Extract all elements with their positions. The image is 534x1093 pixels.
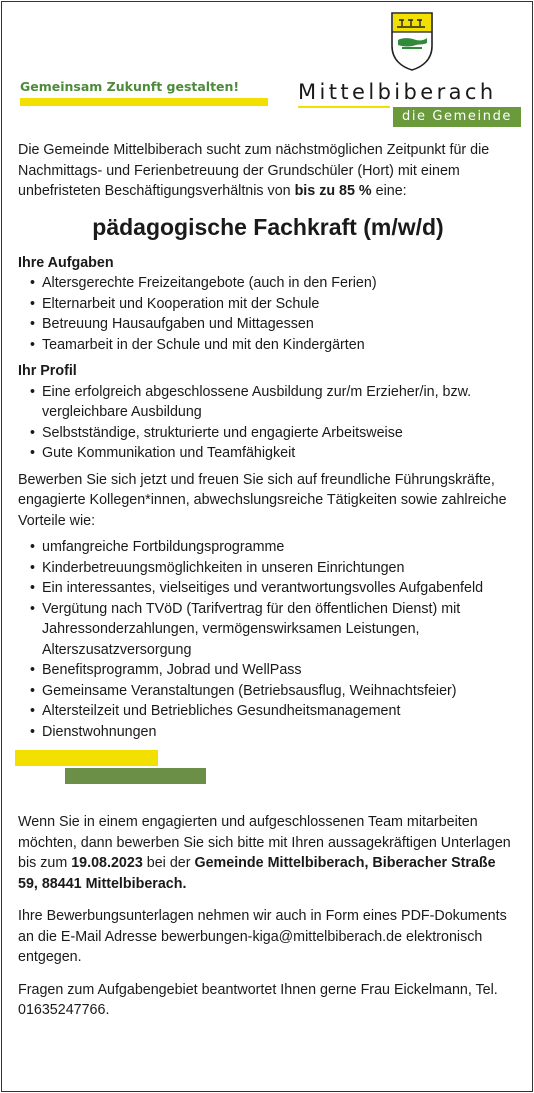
intro-paragraph [18,140,518,202]
application-paragraph [18,812,518,894]
contact-note: Fragen zum Aufgabengebiet beantwortet Ihnen gerne Frau Eickelmann, Tel. 01635247766. [18,981,498,1018]
list-item: • Dienstwohnungen [30,722,518,743]
yellow-bar [15,750,158,766]
application-text: Wenn Sie in einem engagierten und aufgeschlossenen Team mitarbeiten möchten, dann bewerben Sie sich bitte mit Ihren aussagekräftigen Unterlagen bis zum [18,814,511,871]
list-item: • Ein interessantes, vielseitiges und verantwortungsvolles Aufgabenfeld [30,578,518,599]
application-address: Gemeinde Mittelbiberach, Biberacher Straße 59, 88441 Mittelbiberach. [18,855,496,892]
list-item: • Betreuung Hausaufgaben und Mittagessen [30,314,518,335]
application-text-2: bei der [142,855,195,871]
list-item: • Eine erfolgreich abgeschlossene Ausbildung zur/m Erzieher/in, bzw. vergleichbare Ausbildung [30,382,518,423]
intro-tail: eine: [371,183,407,199]
list-item: • Altersgerechte Freizeitangebote (auch in den Ferien) [30,273,518,294]
job-title: pädagogische Fachkraft (m/w/d) [92,213,444,240]
tasks-heading: Ihre Aufgaben [18,254,114,271]
profile-list [18,382,518,464]
tasks-list [18,273,518,355]
decorative-bars [15,750,518,802]
slogan-underline [20,98,268,106]
list-item: • Vergütung nach TVöD (Tarifvertrag für den öffentlichen Dienst) mit Jahressonderzahlungen, vermögenswirksamen Leistungen, Alterszusatzversorgung [30,599,518,661]
municipality-name: Mittelbiberach [298,80,497,104]
profile-heading: Ihr Profil [18,363,77,379]
list-item: • Elternarbeit und Kooperation mit der Schule [30,294,518,315]
coat-of-arms-icon [389,10,435,72]
list-item: • umfangreiche Fortbildungsprogramme [30,537,518,558]
list-item: • Benefitsprogramm, Jobrad und WellPass [30,660,518,681]
intro-text: Die Gemeinde Mittelbiberach sucht zum nächstmöglichen Zeitpunkt für die Nachmittags- und Ferienbetreuung der Grundschüler (Hort) mit einem unbefristeten Beschäftigungsverhältnis von [18,142,490,199]
brand-rule [298,106,390,108]
list-item: • Altersteilzeit und Betriebliches Gesundheitsmanagement [30,701,518,722]
slogan: Gemeinsam Zukunft gestalten! [20,79,240,94]
list-item: • Kinderbetreuungsmöglichkeiten in unseren Einrichtungen [30,558,518,579]
list-item: • Gute Kommunikation und Teamfähigkeit [30,443,518,464]
list-item: • Gemeinsame Veranstaltungen (Betriebsausflug, Weihnachtsfeier) [30,681,518,702]
job-ad-body [18,140,518,1033]
application-deadline: 19.08.2023 [71,855,143,871]
list-item: • Teamarbeit in der Schule und mit den Kindergärten [30,335,518,356]
offer-intro: Bewerben Sie sich jetzt und freuen Sie sich auf freundliche Führungskräfte, engagierte Kollegen*innen, abwechslungsreiche Tätigkeiten sowie zahlreiche Vorteile wie: [18,471,507,529]
benefits-list [18,537,518,742]
intro-workload: bis zu 85 % [294,183,372,199]
municipality-badge: die Gemeinde [393,107,521,127]
pdf-note: Ihre Bewerbungsunterlagen nehmen wir auch in Form eines PDF-Dokuments an die E-Mail Adresse bewerbungen-kiga@mittelbiberach.de elektronisch entgegen. [18,908,507,965]
list-item: • Selbstständige, strukturierte und engagierte Arbeitsweise [30,423,518,444]
green-bar [65,768,206,784]
